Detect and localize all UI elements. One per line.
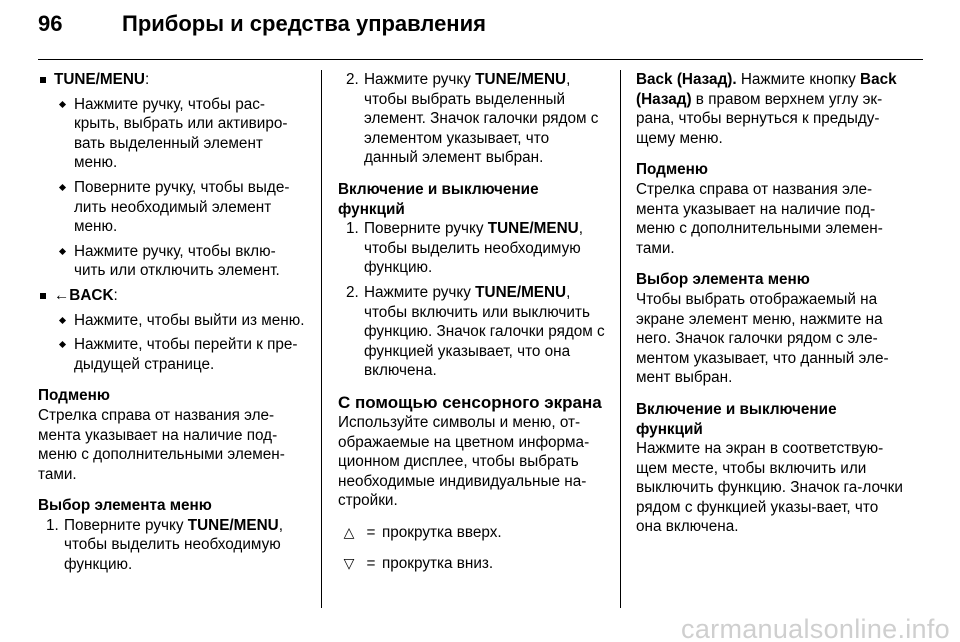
back-title: Back (Назад). (636, 71, 737, 88)
step-text-pre: Поверните ручку (64, 516, 188, 534)
step-text-bold: TUNE/MENU (475, 71, 567, 88)
step-text-bold: TUNE/MENU (487, 220, 579, 238)
back-text-post: в правом верхнем углу эк-рана, чтобы вернуться к предыду-щему меню. (636, 90, 883, 147)
tune-menu-item (38, 70, 306, 90)
scroll-up-row (338, 523, 606, 543)
toggle-heading: Включение и выключение функций (338, 180, 539, 218)
back-item (38, 286, 306, 306)
page-title: Приборы и средства управления (122, 11, 486, 36)
scroll-down-text: прокрутка вниз. (382, 555, 494, 573)
back-label: BACK (69, 286, 114, 304)
step-number: 2. (346, 283, 359, 301)
scroll-down-row (338, 554, 606, 574)
step-text-bold: TUNE/MENU (187, 516, 279, 534)
select-heading: Выбор элемента меню (636, 271, 810, 289)
numbered-step (38, 516, 306, 575)
back-colon: : (113, 286, 118, 304)
back-button-name: Back (Назад) (636, 71, 897, 108)
column-1 (38, 70, 306, 575)
column-2 (338, 70, 606, 574)
column-3 (636, 70, 904, 537)
toggle-heading: Включение и выключение функций (636, 400, 837, 438)
touch-heading: С помощью сенсорного экрана (338, 392, 602, 412)
page-header (38, 11, 486, 36)
submenu-text: Стрелка справа от названия эле-мента указывает на наличие под-меню с дополнительными элемен-тами. (38, 406, 285, 483)
step-text-pre: Нажмите ручку (364, 71, 476, 88)
select-heading: Выбор элемента меню (38, 497, 212, 515)
page-number: 96 (38, 11, 63, 36)
step-number: 1. (46, 516, 59, 534)
column-divider-1 (321, 70, 322, 608)
list-item: Нажмите ручку, чтобы рас-крыть, выбрать или активиро-вать выделенный элемент меню. (38, 95, 306, 173)
submenu-heading: Подменю (636, 161, 708, 179)
scroll-up-icon: △ (343, 523, 355, 540)
back-arrow-icon: ← (54, 286, 70, 304)
step-text-pre: Нажмите ручку (364, 283, 476, 301)
tune-menu-label: TUNE/MENU (54, 71, 145, 88)
step-text-post: , чтобы выделить необходимую функцию. (64, 516, 283, 574)
back-text-mid: Нажмите кнопку (736, 71, 861, 88)
step-text-pre: Поверните ручку (364, 220, 488, 238)
numbered-step (338, 70, 606, 168)
watermark: carmanualsonline.info (681, 614, 950, 642)
numbered-step (338, 283, 606, 381)
list-item: Нажмите ручку, чтобы вклю-чить или отключить элемент. (38, 242, 306, 281)
header-rule (38, 59, 923, 60)
scroll-down-icon: ▽ (343, 555, 355, 572)
step-number: 2. (346, 71, 359, 88)
step-text-post: , чтобы включить или выключить функцию. Значок галочки рядом с функцией указывает, что она включена. (364, 283, 605, 380)
toggle-text: Нажмите на экран в соответствую-щем месте, чтобы включить или выключить функцию. Значок га-лочки рядом с функцией указы-вает, что она включена. (636, 440, 903, 536)
touch-text: Используйте символы и меню, от-ображаемые на цветном информа-ционном дисплее, чтобы выбрать необходимые индивидуальные на-стройки. (338, 413, 590, 510)
submenu-text: Стрелка справа от названия эле-мента указывает на наличие под-меню с дополнительными элемен-тами. (636, 180, 883, 257)
select-text: Чтобы выбрать отображаемый на экране элемент меню, нажмите на него. Значок галочки рядом с эле-ментом указывает, что данный эле-мент выбран. (636, 290, 889, 387)
scroll-up-text: прокрутка вверх. (382, 523, 502, 541)
list-item: Поверните ручку, чтобы выде-лить необходимый элемент меню. (38, 178, 306, 237)
list-item: Нажмите, чтобы выйти из меню. (38, 311, 306, 331)
equals-sign: = (366, 523, 376, 541)
tune-menu-colon: : (144, 71, 150, 88)
back-paragraph (636, 70, 904, 148)
equals-sign: = (366, 555, 376, 573)
step-number: 1. (346, 220, 359, 238)
column-divider-2 (620, 70, 621, 608)
step-text-bold: TUNE/MENU (475, 283, 567, 301)
submenu-heading: Подменю (38, 387, 110, 405)
numbered-step (338, 219, 606, 278)
list-item: Нажмите, чтобы перейти к пре-дыдущей странице. (38, 335, 306, 374)
step-text-post: , чтобы выделить необходимую функцию. (364, 220, 583, 277)
step-text-post: , чтобы выбрать выделенный элемент. Значок галочки рядом с элементом указывает, что данный элемент выбран. (364, 71, 599, 167)
